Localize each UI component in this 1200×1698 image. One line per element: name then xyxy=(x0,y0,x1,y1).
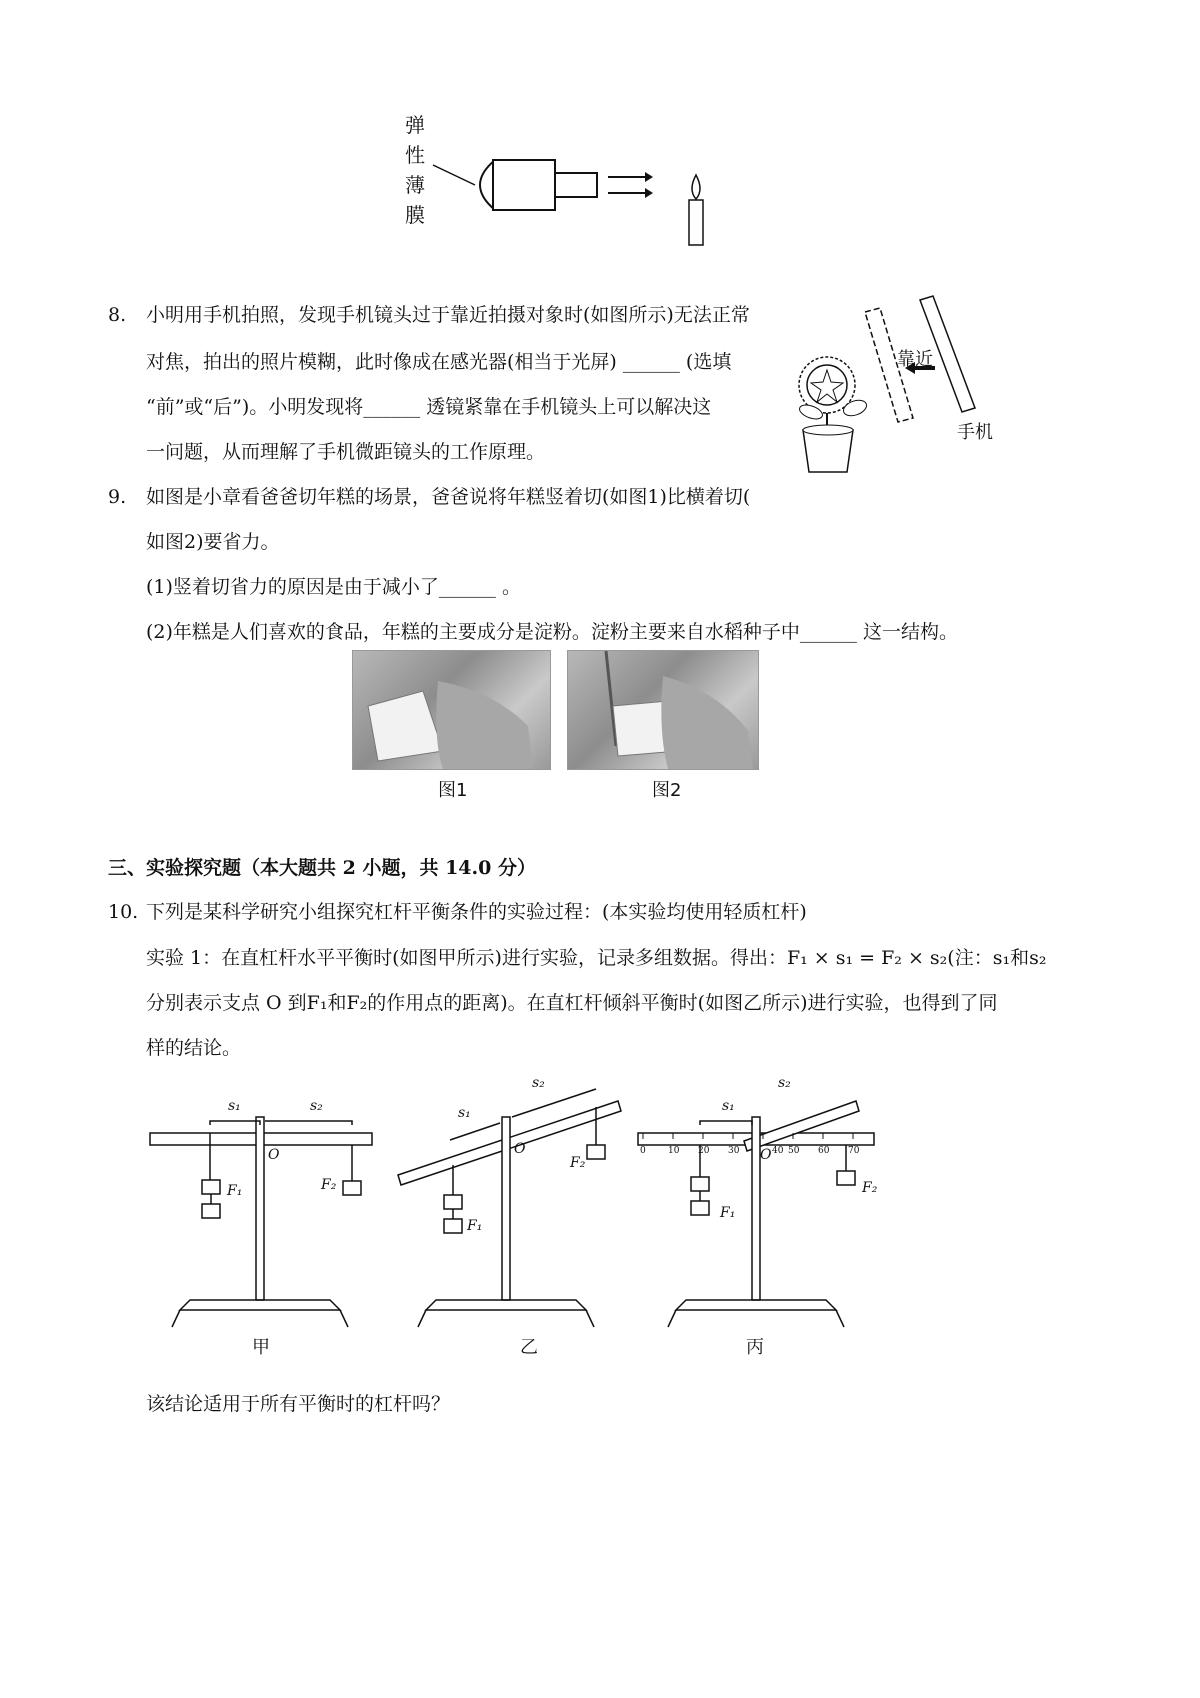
sub-question-1: (1)竖着切省力的原因是由于减小了______ 。 xyxy=(146,576,521,598)
f1-label: F₁ xyxy=(467,1218,483,1234)
question-text-line: 分别表示支点 O 到F₁和F₂的作用点的距离)。在直杠杆倾斜平衡时(如图乙所示)进行实验，也得到了同 xyxy=(146,992,998,1014)
sub-question-2: (2)年糕是人们喜欢的食品，年糕的主要成分是淀粉。淀粉主要来自水稻种子中______ 这一结构。 xyxy=(146,621,958,643)
question-text-line: 实验 1：在直杠杆水平平衡时(如图甲所示)进行实验，记录多组数据。得出：F₁ × s₁ = F₂ × s₂(注：s₁和s₂ xyxy=(146,947,1047,969)
lever-jia xyxy=(150,1117,372,1327)
membrane-label-char: 弹 xyxy=(405,113,425,137)
figure-caption: 丙 xyxy=(746,1337,764,1358)
figure-caption: 图1 xyxy=(438,780,468,801)
figure-caption: 甲 xyxy=(252,1337,270,1358)
question-text-line: 对焦，拍出的照片模糊，此时像成在感光器(相当于光屏) ______ (选填 xyxy=(146,351,732,373)
ruler-tick: 10 xyxy=(668,1146,680,1156)
s1-label: s₁ xyxy=(722,1098,735,1114)
figure-caption: 图2 xyxy=(652,780,682,801)
ruler-tick: 40 xyxy=(772,1146,784,1156)
ruler-tick: 0 xyxy=(640,1146,646,1156)
lever-diagrams xyxy=(140,1065,1040,1365)
question-text-line: 下列是某科学研究小组探究杠杆平衡条件的实验过程：(本实验均使用轻质杠杆) xyxy=(146,901,807,923)
close-label: 靠近 xyxy=(897,349,933,370)
fulcrum-label: O xyxy=(268,1147,280,1163)
lever-yi xyxy=(398,1089,621,1327)
membrane-label-char: 薄 xyxy=(405,173,425,197)
figure-caption: 乙 xyxy=(520,1337,538,1358)
section-heading: 三、实验探究题（本大题共 2 小题，共 14.0 分） xyxy=(108,857,536,879)
f1-label: F₁ xyxy=(720,1205,736,1221)
figure-phone-flower xyxy=(785,290,1015,480)
s2-label: s₂ xyxy=(778,1075,791,1091)
question-text-line: 如图2)要省力。 xyxy=(146,531,280,553)
membrane-label-char: 膜 xyxy=(405,203,425,227)
question-text-line: 该结论适用于所有平衡时的杠杆吗？ xyxy=(146,1393,451,1415)
question-number: 9. xyxy=(108,486,127,508)
membrane-label-char: 性 xyxy=(405,143,425,167)
phone-flower-diagram xyxy=(785,290,1015,480)
question-number: 10. xyxy=(108,901,139,923)
f2-label: F₂ xyxy=(570,1155,586,1171)
photo-horizontal-cut xyxy=(567,650,759,770)
question-text-line: 样的结论。 xyxy=(146,1037,242,1059)
figure-elastic-membrane xyxy=(395,105,725,255)
ruler-tick: 70 xyxy=(848,1146,860,1156)
s2-label: s₂ xyxy=(310,1098,323,1114)
ruler-tick: 30 xyxy=(728,1146,740,1156)
membrane-diagram xyxy=(395,105,725,255)
s1-label: s₁ xyxy=(228,1098,241,1114)
ruler-tick: 20 xyxy=(698,1146,710,1156)
question-number: 8. xyxy=(108,304,127,326)
figure-levers xyxy=(140,1065,1040,1365)
question-text-line: 小明用手机拍照，发现手机镜头过于靠近拍摄对象时(如图所示)无法正常 xyxy=(146,304,750,326)
fulcrum-label: O xyxy=(760,1147,772,1163)
s1-label: s₁ xyxy=(458,1105,471,1121)
phone-label: 手机 xyxy=(957,422,993,443)
ruler-tick: 60 xyxy=(818,1146,830,1156)
s2-label: s₂ xyxy=(532,1075,545,1091)
f2-label: F₂ xyxy=(862,1180,878,1196)
photo-vertical-cut xyxy=(352,650,551,770)
question-text-line: 如图是小章看爸爸切年糕的场景，爸爸说将年糕竖着切(如图1)比横着切( xyxy=(146,486,751,508)
f1-label: F₁ xyxy=(227,1183,243,1199)
ruler-tick: 50 xyxy=(788,1146,800,1156)
question-text-line: 一问题，从而理解了手机微距镜头的工作原理。 xyxy=(146,441,546,463)
question-text-line: “前”或“后”)。小明发现将______ 透镜紧靠在手机镜头上可以解决这 xyxy=(146,396,712,418)
f2-label: F₂ xyxy=(321,1177,337,1193)
fulcrum-label: O xyxy=(514,1141,526,1157)
